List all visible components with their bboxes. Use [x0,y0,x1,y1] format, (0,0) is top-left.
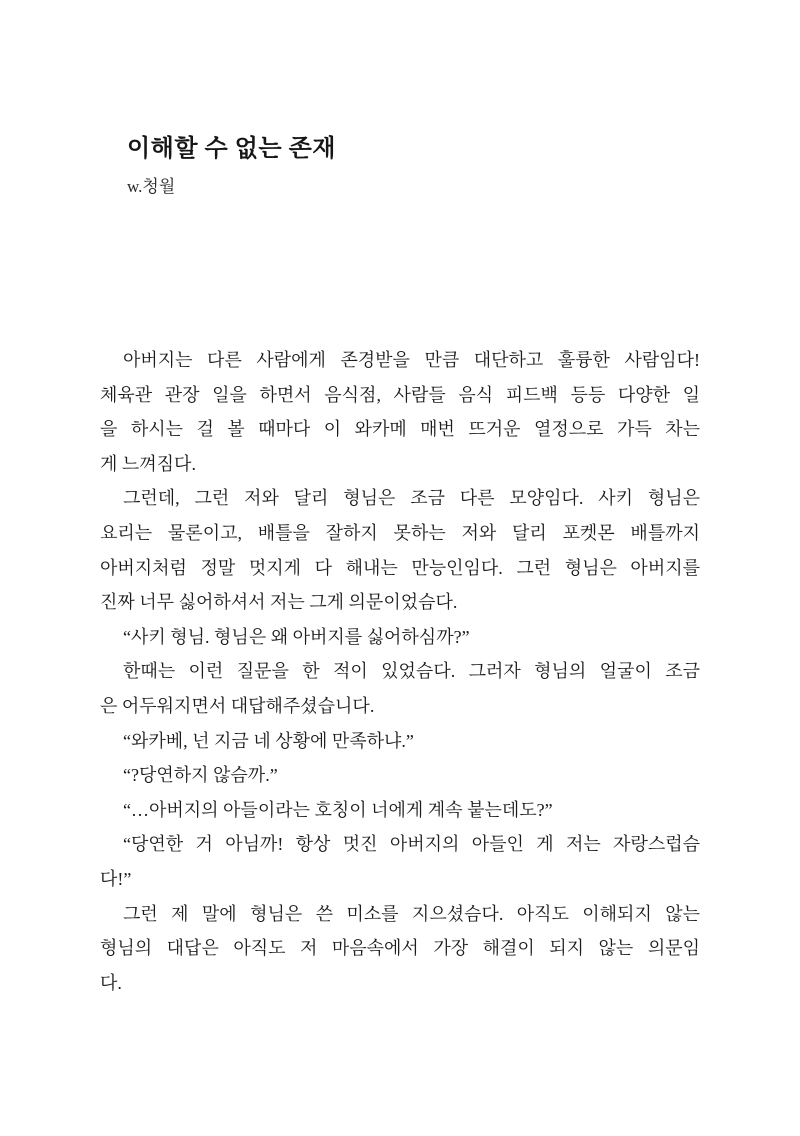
paragraph [100,758,700,793]
text-line: “사키 형님. 형님은 왜 아버지를 싫어하심까?” [123,626,470,647]
text-line: 다!” [100,868,132,889]
paragraph [100,724,700,759]
text-line: 체육관 관장 일을 하면서 음식점, 사람들 음식 피드백 등등 다양한 일 [100,384,700,405]
document-body [100,343,700,1000]
paragraph [100,620,700,655]
text-line: 진짜 너무 싫어하셔서 저는 그게 의문이었슴다. [100,592,458,613]
text-line: “…아버지의 아들이라는 호칭이 너에게 계속 붙는데도?” [123,799,553,820]
page-title: 이해할 수 없는 존재 [127,136,336,162]
paragraph [100,481,700,619]
text-line: 게 느껴짐다. [100,453,196,474]
text-line: “와카베, 넌 지금 네 상황에 만족하냐.” [123,730,414,751]
text-line: “당연한 거 아님까! 항상 멋진 아버지의 아들인 게 저는 자랑스럽슴 [123,834,700,855]
text-line: 다. [100,972,122,993]
paragraph [100,654,700,723]
text-line: 형님의 대답은 아직도 저 마음속에서 가장 해결이 되지 않는 의문임 [100,938,700,959]
text-line: 한때는 이런 질문을 한 적이 있었슴다. 그러자 형님의 얼굴이 조금 [123,661,700,682]
paragraph [100,897,700,1001]
text-line: 그런 제 말에 형님은 쓴 미소를 지으셨슴다. 아직도 이해되지 않는 [123,903,700,924]
byline: w.청월 [127,177,176,196]
text-line: 을 하시는 걸 볼 때마다 이 와카메 매번 뜨거운 열정으로 가득 차는 [100,419,700,440]
paragraph [100,827,700,896]
paragraph [100,343,700,481]
text-line: 은 어두워지면서 대답해주셨습니다. [100,695,375,716]
text-line: 그런데, 그런 저와 달리 형님은 조금 다른 모양임다. 사키 형님은 [123,488,700,509]
text-line: 아버지처럼 정말 멋지게 다 해내는 만능인임다. 그런 형님은 아버지를 [100,557,700,578]
text-line: 아버지는 다른 사람에게 존경받을 만큼 대단하고 훌륭한 사람임다! [123,350,700,370]
text-line: “?당연하지 않슴까.” [123,765,278,786]
text-line: 요리는 물론이고, 배틀을 잘하지 못하는 저와 달리 포켓몬 배틀까지 [100,522,700,543]
paragraph [100,793,700,828]
